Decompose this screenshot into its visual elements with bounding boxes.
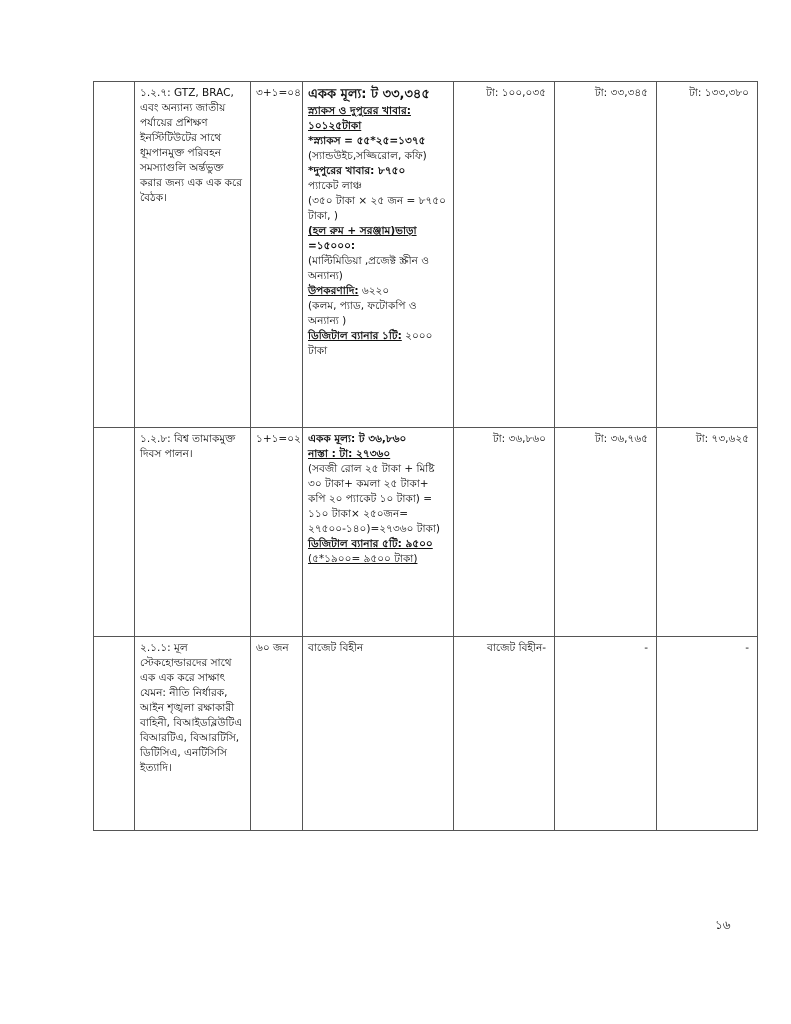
amount-cell: টা: ৩৬,৭৬৫ (555, 428, 657, 637)
serial-cell (94, 428, 135, 637)
activity-cell: ২.১.১: মূল স্টেকহোল্ডারদের সাথে এক এক করে সাক্ষাৎ যেমন: নীতি নির্ধারক, আইন শৃঙ্খলা রক্ষাকারী বাহিনী, বিআইডব্লিউটিএ বিআরটিএ, বিআরটিসি, ডিটিসিএ, এনটিসিসি ইত্যাদি। (135, 637, 251, 831)
materials-title: উপকরণাদি: (308, 285, 359, 297)
banner-title: ডিজিটাল ব্যানার ১টি: (308, 330, 402, 342)
budget-detail-cell (303, 82, 454, 428)
quantity-cell: ৬০ জন (251, 637, 303, 831)
amount-cell: টা: ৩৬,৮৬০ (454, 428, 555, 637)
banner-calc: (৫*১৯০০= ৯৫০০ টাকা) (308, 553, 418, 565)
quantity-cell: ৩+১=০৪ (251, 82, 303, 428)
hall-amount: =১৫০০০: (308, 240, 356, 252)
snacks-lunch-title: স্ন্যাকস ও দুপুরের খাবার: ১০১২৫টাকা (308, 105, 411, 132)
unit-cost: একক মূল্য: ট ৩৩,৩৪৫ (308, 87, 430, 102)
activity-cell: ১.২.৮: বিশ্ব তামাকমুক্ত দিবস পালন। (135, 428, 251, 637)
activity-cell: ১.২.৭: GTZ, BRAC, এবং অন্যান্য জাতীয় পর্যায়ের প্রশিক্ষণ ইনস্টিটিউটের সাথে ধূমপানমুক্ত পরিবহন সমস্যাগুলি অর্ন্তভুক্ত করার জন্য এক এক করে বৈঠক। (135, 82, 251, 428)
amount-cell: বাজেট বিহীন- (454, 637, 555, 831)
hall-title: (হল রুম + সরঞ্জাম)ভাড়া (308, 225, 417, 237)
snack-title: নাস্তা : টা: ২৭৩৬০ (308, 448, 391, 460)
materials-detail: (কলম, প্যাড, ফটোকপি ও অন্যান্য ) (308, 300, 417, 327)
amount-cell: - (555, 637, 657, 831)
total-cell: টা: ১৩৩,৩৮০ (657, 82, 758, 428)
page-number: ১৬ (715, 918, 731, 932)
budget-detail-cell (303, 428, 454, 637)
banner-amount: ২০০০ টাকা (308, 330, 433, 357)
table-row (94, 428, 758, 637)
snacks-line: *স্ন্যাকস = ৫৫*২৫=১৩৭৫ (308, 135, 426, 147)
total-cell: - (657, 637, 758, 831)
amount-cell: টা: ৩৩,৩৪৫ (555, 82, 657, 428)
serial-cell (94, 637, 135, 831)
materials-amount: ৬২২০ (361, 285, 390, 297)
table-row (94, 637, 758, 831)
quantity-cell: ১+১=০২ (251, 428, 303, 637)
amount-cell: টা: ১০০,০৩৫ (454, 82, 555, 428)
banner-title: ডিজিটাল ব্যানার ৫টি: ৯৫০০ (308, 538, 433, 550)
budget-detail-cell: বাজেট বিহীন (303, 637, 454, 831)
snacks-detail: (স্যান্ডউইচ,সজ্জিরোল, কফি) (308, 150, 427, 162)
unit-cost: একক মূল্য: ট ৩৬,৮৬০ (308, 433, 407, 445)
lunch-calc: (৩৫০ টাকা × ২৫ জন = ৮৭৫০ টাকা, ) (308, 195, 446, 222)
table-row (94, 82, 758, 428)
packet-lunch: প্যাকেট লাঞ্চ (308, 180, 362, 192)
total-cell: টা: ৭৩,৬২৫ (657, 428, 758, 637)
snack-detail: (সবজী রোল ২৫ টাকা + মিষ্টি ৩০ টাকা+ কমলা ২৫ টাকা+ কপি ২০ প্যাকেট ১০ টাকা) = ১১০ টাকা× ২৫০জন= ২৭৫০০-১৪০)=২৭৩৬০ টাকা) (308, 463, 440, 535)
budget-table (93, 81, 758, 831)
serial-cell (94, 82, 135, 428)
hall-detail: (মাল্টিমিডিয়া ,প্রজেক্ট স্ক্রীন ও অন্যান্য) (308, 255, 429, 282)
lunch-line: *দুপুরের খাবার: ৮৭৫০ (308, 165, 406, 177)
